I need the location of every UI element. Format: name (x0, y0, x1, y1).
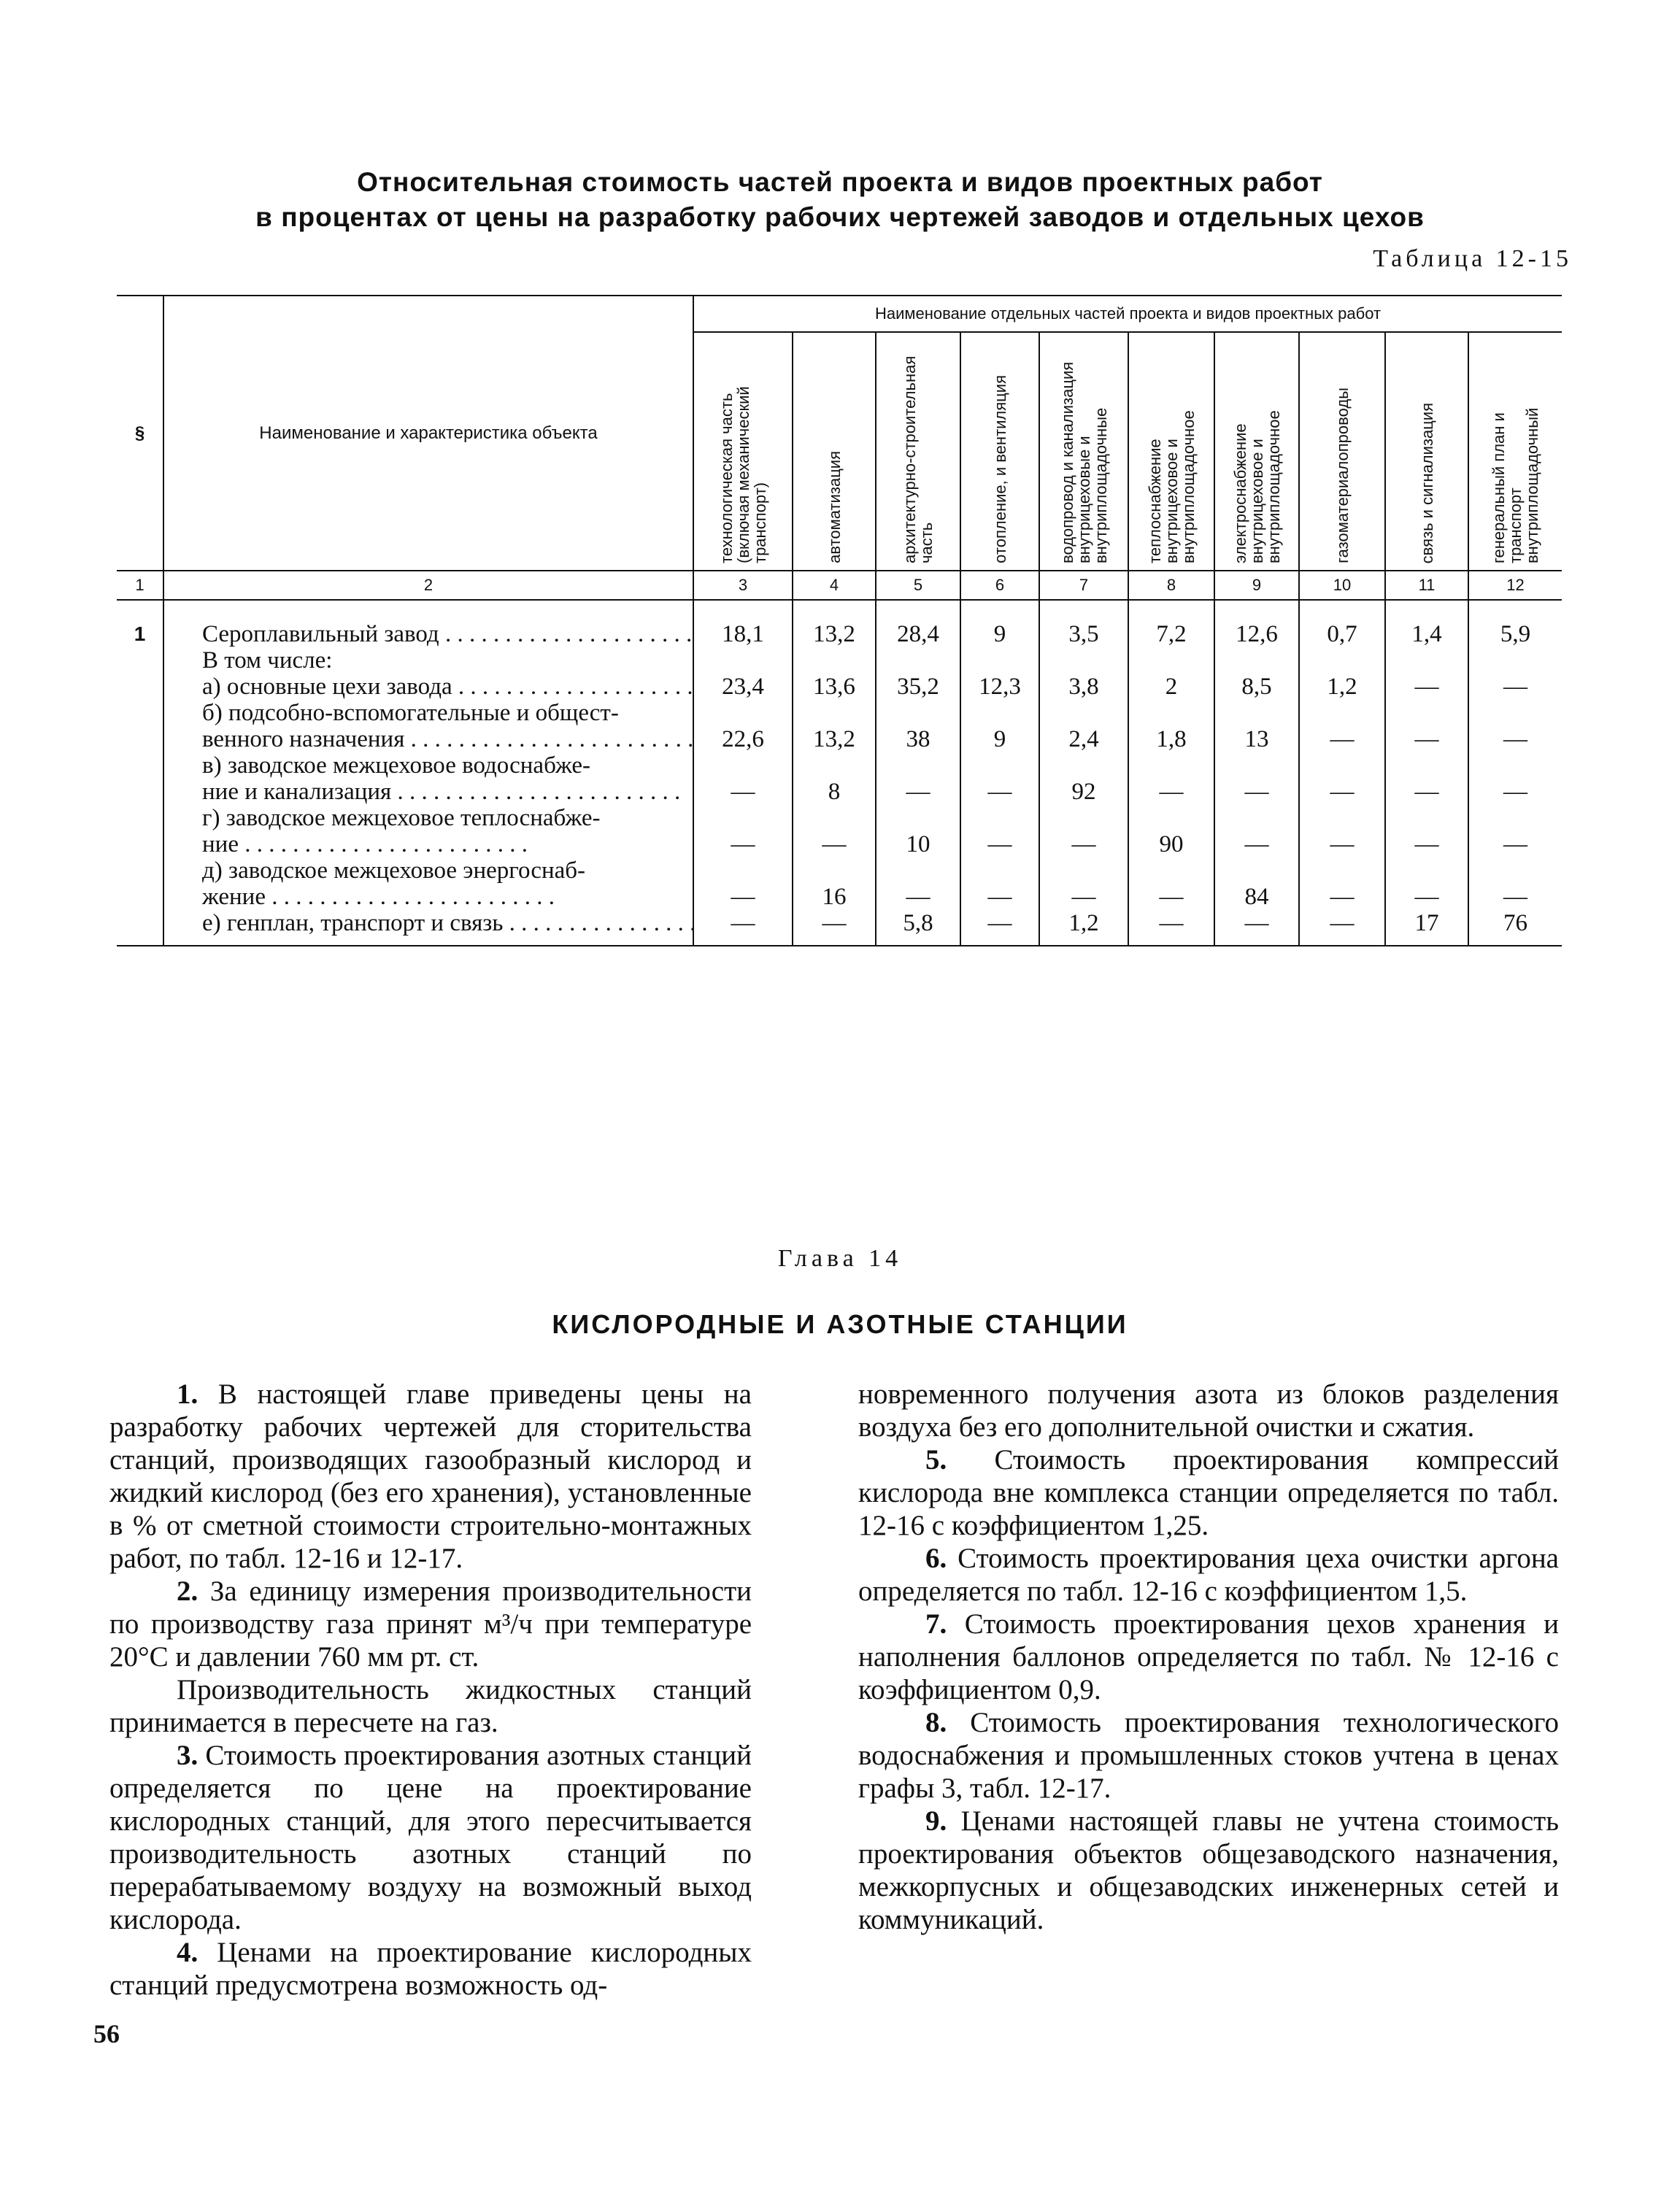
table-cell: 12,3 (960, 674, 1039, 700)
column-header-text: водопровод и канализация внутрицеховые и внутриплощадочные (1057, 361, 1110, 563)
row-name: д) заводское межцеховое энергоснаб- (202, 857, 586, 884)
table-cell: — (1468, 726, 1562, 752)
paragraph (109, 1739, 752, 1936)
table-cell (1299, 857, 1385, 884)
row-name-cell (163, 752, 693, 779)
column-number: 8 (1128, 571, 1214, 600)
column-number: 11 (1385, 571, 1468, 600)
table-cell (1039, 857, 1128, 884)
table-cell: 76 (1468, 910, 1562, 946)
paragraph (109, 1936, 752, 2002)
column-number: 10 (1299, 571, 1385, 600)
table-cell (1214, 857, 1299, 884)
row-name-cell (163, 805, 693, 831)
table-cell: 3,8 (1039, 674, 1128, 700)
table-cell (1468, 752, 1562, 779)
table-cell (960, 752, 1039, 779)
table-cell (1128, 857, 1214, 884)
row-name-cell (163, 726, 693, 752)
table-cell: — (1299, 831, 1385, 857)
table-row (117, 726, 1562, 752)
table-cell: — (1128, 910, 1214, 946)
table-cell (1468, 857, 1562, 884)
table-cell: — (1299, 884, 1385, 910)
table-cell: 28,4 (876, 600, 960, 647)
table-cell: — (1039, 884, 1128, 910)
table-cell (1128, 805, 1214, 831)
table-row (117, 647, 1562, 674)
right-text-column (858, 1378, 1559, 1936)
table-cell: — (693, 884, 793, 910)
table-cell: 8,5 (1214, 674, 1299, 700)
paragraph (858, 1378, 1559, 1443)
table-number-label: Таблица 12-15 (1373, 245, 1572, 272)
table-cell: 23,4 (693, 674, 793, 700)
row-name-cell (163, 600, 693, 647)
table-cell: — (1468, 779, 1562, 805)
row-section (117, 726, 163, 752)
table-cell: 38 (876, 726, 960, 752)
paragraph-text: В настоящей главе приведены цены на разработку рабочих чертежей для сторительства станций, производящих газообразный кислород и жидкий кислород (без его хранения), установленные в % от сметной стоимости строительно-монтажных работ, по табл. 12-16 и 12-17. (109, 1378, 752, 1574)
table-cell: 9 (960, 600, 1039, 647)
table-cell: — (1385, 779, 1468, 805)
table-cell (1468, 647, 1562, 674)
object-name-header: Наименование и характеристика объекта (163, 296, 693, 571)
table-cell (1039, 647, 1128, 674)
column-header (1299, 332, 1385, 571)
table-cell: — (1385, 884, 1468, 910)
table-cell: — (876, 884, 960, 910)
table-cell: — (1128, 884, 1214, 910)
paragraph (109, 1575, 752, 1673)
column-header (1128, 332, 1214, 571)
leader-dots (452, 674, 693, 700)
table-row (117, 779, 1562, 805)
table-cell (793, 857, 876, 884)
table-cell: 90 (1128, 831, 1214, 857)
paragraph (109, 1378, 752, 1575)
table-cell (793, 700, 876, 726)
table-cell (1214, 700, 1299, 726)
table-cell (1299, 752, 1385, 779)
table-cell: — (960, 910, 1039, 946)
paragraph-text: Стоимость проектирования цеха очистки аргона определяется по табл. 12-16 с коэффициентом 1,5. (858, 1543, 1559, 1607)
table-cell: — (1468, 674, 1562, 700)
table-cell (1214, 647, 1299, 674)
paragraph-number: 6. (925, 1543, 947, 1574)
table-cell (876, 647, 960, 674)
paragraph-text: новременного получения азота из блоков разделения воздуха без его дополнительной очистки и сжатия. (858, 1378, 1559, 1443)
table-cell (876, 857, 960, 884)
table-cell (1385, 857, 1468, 884)
cost-table (117, 295, 1562, 946)
table-cell (1039, 752, 1128, 779)
table-cell (1385, 700, 1468, 726)
leader-dots (439, 621, 693, 647)
paragraph (858, 1542, 1559, 1608)
table-cell (960, 805, 1039, 831)
column-header (876, 332, 960, 571)
paragraph-text: Стоимость проектирования цехов хранения и наполнения баллонов определяется по табл. № 12-16 с коэффициентом 0,9. (858, 1608, 1560, 1705)
paragraph-number: 3. (177, 1740, 199, 1771)
row-name: ние и канализация (202, 779, 392, 805)
table-cell: — (793, 910, 876, 946)
table-cell: 84 (1214, 884, 1299, 910)
table-cell: 13,6 (793, 674, 876, 700)
column-header-text: архитектурно-строительная часть (901, 355, 936, 563)
table-cell: — (1385, 674, 1468, 700)
table-cell: 18,1 (693, 600, 793, 647)
paragraph-text: Стоимость проектирования компрессий кислорода вне комплекса станции определяется по табл. 12-16 с коэффициентом 1,25. (858, 1444, 1559, 1541)
paragraph-text: Ценами настоящей главы не учтена стоимость проектирования объектов общезаводского назначения, межкорпусных и общезаводских инженерных сетей и коммуникаций. (858, 1805, 1559, 1935)
table-cell: — (876, 779, 960, 805)
table-cell: 2,4 (1039, 726, 1128, 752)
table-cell: — (693, 779, 793, 805)
column-header (1468, 332, 1562, 571)
column-header (1039, 332, 1128, 571)
table-cell: 13 (1214, 726, 1299, 752)
column-header (693, 332, 793, 571)
table-cell (960, 647, 1039, 674)
table-cell (693, 700, 793, 726)
row-name: б) подсобно-вспомогательные и общест- (202, 700, 619, 726)
leader-dots (391, 779, 680, 805)
table-cell (1039, 700, 1128, 726)
table-row (117, 674, 1562, 700)
table-cell (1128, 752, 1214, 779)
table-cell (1214, 752, 1299, 779)
table-cell: — (1385, 831, 1468, 857)
table-cell (1039, 805, 1128, 831)
row-name-cell (163, 831, 693, 857)
column-number: 3 (693, 571, 793, 600)
table-cell (960, 857, 1039, 884)
table-body (117, 600, 1562, 946)
paragraph-number: 4. (177, 1937, 199, 1968)
table-cell: 5,9 (1468, 600, 1562, 647)
table-cell: — (1299, 910, 1385, 946)
column-header (793, 332, 876, 571)
left-text-column (109, 1378, 752, 2002)
table-row (117, 831, 1562, 857)
row-name-cell (163, 884, 693, 910)
table-cell: — (960, 779, 1039, 805)
table-cell (1385, 647, 1468, 674)
table-cell: 35,2 (876, 674, 960, 700)
column-header-text: электроснабжение внутрицеховое и внутриплощадочное (1230, 410, 1283, 563)
page-number: 56 (93, 2019, 120, 2048)
row-name: венного назначения (202, 726, 405, 752)
leader-dots (266, 884, 555, 910)
table-cell: — (960, 831, 1039, 857)
table-cell: 1,2 (1299, 674, 1385, 700)
column-number: 6 (960, 571, 1039, 600)
column-numbers-row (117, 571, 1562, 600)
column-number: 5 (876, 571, 960, 600)
table-cell (1128, 700, 1214, 726)
row-name: в) заводское межцеховое водоснабже- (202, 752, 591, 779)
table-cell: 3,5 (1039, 600, 1128, 647)
table-cell (693, 805, 793, 831)
table-cell (793, 752, 876, 779)
paragraph-number: 1. (177, 1378, 199, 1410)
table-row (117, 600, 1562, 647)
table-cell: — (693, 910, 793, 946)
column-header (1385, 332, 1468, 571)
table-cell (960, 700, 1039, 726)
paragraph-text: Производительность жидкостных станций принимается в пересчете на газ. (109, 1674, 752, 1738)
table-cell: 92 (1039, 779, 1128, 805)
table-cell (693, 647, 793, 674)
table-cell (876, 752, 960, 779)
table-row (117, 700, 1562, 726)
column-number: 7 (1039, 571, 1128, 600)
row-name-cell (163, 910, 693, 946)
row-section: 1 (134, 622, 146, 645)
paragraph-number: 5. (925, 1444, 947, 1476)
chapter-label: Глава 14 (777, 1245, 903, 1272)
table-row (117, 884, 1562, 910)
row-section (117, 805, 163, 831)
table-cell: 5,8 (876, 910, 960, 946)
column-header-text: автоматизация (825, 451, 844, 563)
row-name-cell (163, 647, 693, 674)
row-section (117, 857, 163, 884)
leader-dots (404, 726, 693, 752)
row-section (117, 674, 163, 700)
paragraph-number: 7. (925, 1608, 947, 1640)
paragraph (858, 1608, 1559, 1706)
row-section (117, 700, 163, 726)
row-section (117, 831, 163, 857)
table-cell: — (1214, 831, 1299, 857)
column-number: 12 (1468, 571, 1562, 600)
table-cell (1299, 700, 1385, 726)
column-header-text: генеральный план и транспорт внутриплощадочный (1490, 407, 1541, 563)
table-cell (1128, 647, 1214, 674)
table-cell (1468, 700, 1562, 726)
table-cell (1385, 805, 1468, 831)
table-cell: — (793, 831, 876, 857)
column-number: 1 (117, 571, 163, 600)
paragraph-text: За единицу измерения производительности по производству газа принят м³/ч при температуре 20°С и давлении 760 мм рт. ст. (109, 1576, 752, 1673)
row-name: г) заводское межцеховое теплоснабже- (202, 805, 601, 831)
paragraph (858, 1443, 1559, 1542)
row-name: а) основные цехи завода (202, 674, 452, 700)
leader-dots (239, 831, 528, 857)
table-cell: — (1128, 779, 1214, 805)
column-header (1214, 332, 1299, 571)
table-cell (1468, 805, 1562, 831)
table-cell: — (693, 831, 793, 857)
column-header (960, 332, 1039, 571)
table-cell: 16 (793, 884, 876, 910)
table-cell: 7,2 (1128, 600, 1214, 647)
table-cell: — (1039, 831, 1128, 857)
leader-dots (503, 910, 693, 936)
table-cell (1385, 752, 1468, 779)
table-cell: 12,6 (1214, 600, 1299, 647)
table-title-line-1: Относительная стоимость частей проекта и видов проектных работ (357, 167, 1323, 197)
row-section (117, 752, 163, 779)
row-section (117, 884, 163, 910)
table-cell (693, 857, 793, 884)
column-number: 4 (793, 571, 876, 600)
table-cell: — (1299, 726, 1385, 752)
table-cell: — (1214, 910, 1299, 946)
table-cell: 1,2 (1039, 910, 1128, 946)
paragraph (858, 1805, 1559, 1936)
table-cell: — (1468, 884, 1562, 910)
row-section (117, 910, 163, 946)
row-name-cell (163, 700, 693, 726)
paragraph-text: Стоимость проектирования технологического водоснабжения и промышленных стоков учтена в ценах графы 3, табл. 12-17. (858, 1707, 1560, 1804)
table-cell: 8 (793, 779, 876, 805)
row-name: ние (202, 831, 239, 857)
table-cell: — (1385, 726, 1468, 752)
section-header: § (117, 296, 163, 571)
table-cell (1214, 805, 1299, 831)
table-cell (1299, 647, 1385, 674)
column-header-text: отопление, и вентиляция (990, 375, 1009, 563)
table-cell: 1,4 (1385, 600, 1468, 647)
paragraph (109, 1673, 752, 1739)
table-cell: 17 (1385, 910, 1468, 946)
table-cell: 2 (1128, 674, 1214, 700)
column-header-text: технологическая часть (включая механический транспорт) (717, 386, 769, 563)
table-cell (876, 805, 960, 831)
row-name-cell (163, 674, 693, 700)
row-name: жение (202, 884, 266, 910)
table-cell: 13,2 (793, 726, 876, 752)
paragraph-number: 8. (925, 1707, 947, 1738)
group-header: Наименование отдельных частей проекта и видов проектных работ (693, 296, 1562, 332)
table-cell: 10 (876, 831, 960, 857)
table-cell: 22,6 (693, 726, 793, 752)
row-name-cell (163, 857, 693, 884)
table-cell: — (1299, 779, 1385, 805)
row-name: Сероплавильный завод (202, 621, 439, 647)
table-row (117, 910, 1562, 946)
chapter-title: КИСЛОРОДНЫЕ И АЗОТНЫЕ СТАНЦИИ (552, 1309, 1128, 1339)
column-header-text: связь и сигнализация (1417, 402, 1436, 563)
table-cell: 9 (960, 726, 1039, 752)
paragraph-text: Стоимость проектирования азотных станций определяется по цене на проектирование кислородных станций, для этого пересчитывается производительность азотных станций по перерабатываемому воздуху на возможный выход кислорода. (109, 1740, 752, 1935)
table-cell: — (1214, 779, 1299, 805)
row-section (117, 779, 163, 805)
table-cell: — (960, 884, 1039, 910)
table-cell (693, 752, 793, 779)
table-title-line-2: в процентах от цены на разработку рабочих чертежей заводов и отдельных цехов (255, 202, 1425, 232)
column-number: 9 (1214, 571, 1299, 600)
row-section (117, 647, 163, 674)
table-row (117, 805, 1562, 831)
column-header-text: теплоснабжение внутрицеховое и внутриплощадочное (1145, 410, 1198, 563)
paragraph-number: 9. (925, 1805, 947, 1837)
paragraph-number: 2. (177, 1576, 199, 1607)
row-name-cell (163, 779, 693, 805)
paragraph (858, 1706, 1559, 1805)
row-name: В том числе: (202, 647, 333, 674)
table-cell: 13,2 (793, 600, 876, 647)
table-cell: — (1468, 831, 1562, 857)
column-number: 2 (163, 571, 693, 600)
table-row (117, 752, 1562, 779)
table-cell: 1,8 (1128, 726, 1214, 752)
table-cell (876, 700, 960, 726)
table-cell (793, 805, 876, 831)
paragraph-text: Ценами на проектирование кислородных станций предусмотрена возможность од- (109, 1937, 752, 2001)
table-row (117, 857, 1562, 884)
row-name: е) генплан, транспорт и связь (202, 910, 504, 936)
table-cell (793, 647, 876, 674)
table-cell (1299, 805, 1385, 831)
table-cell: 0,7 (1299, 600, 1385, 647)
column-header-text: газоматериалопроводы (1333, 387, 1352, 563)
